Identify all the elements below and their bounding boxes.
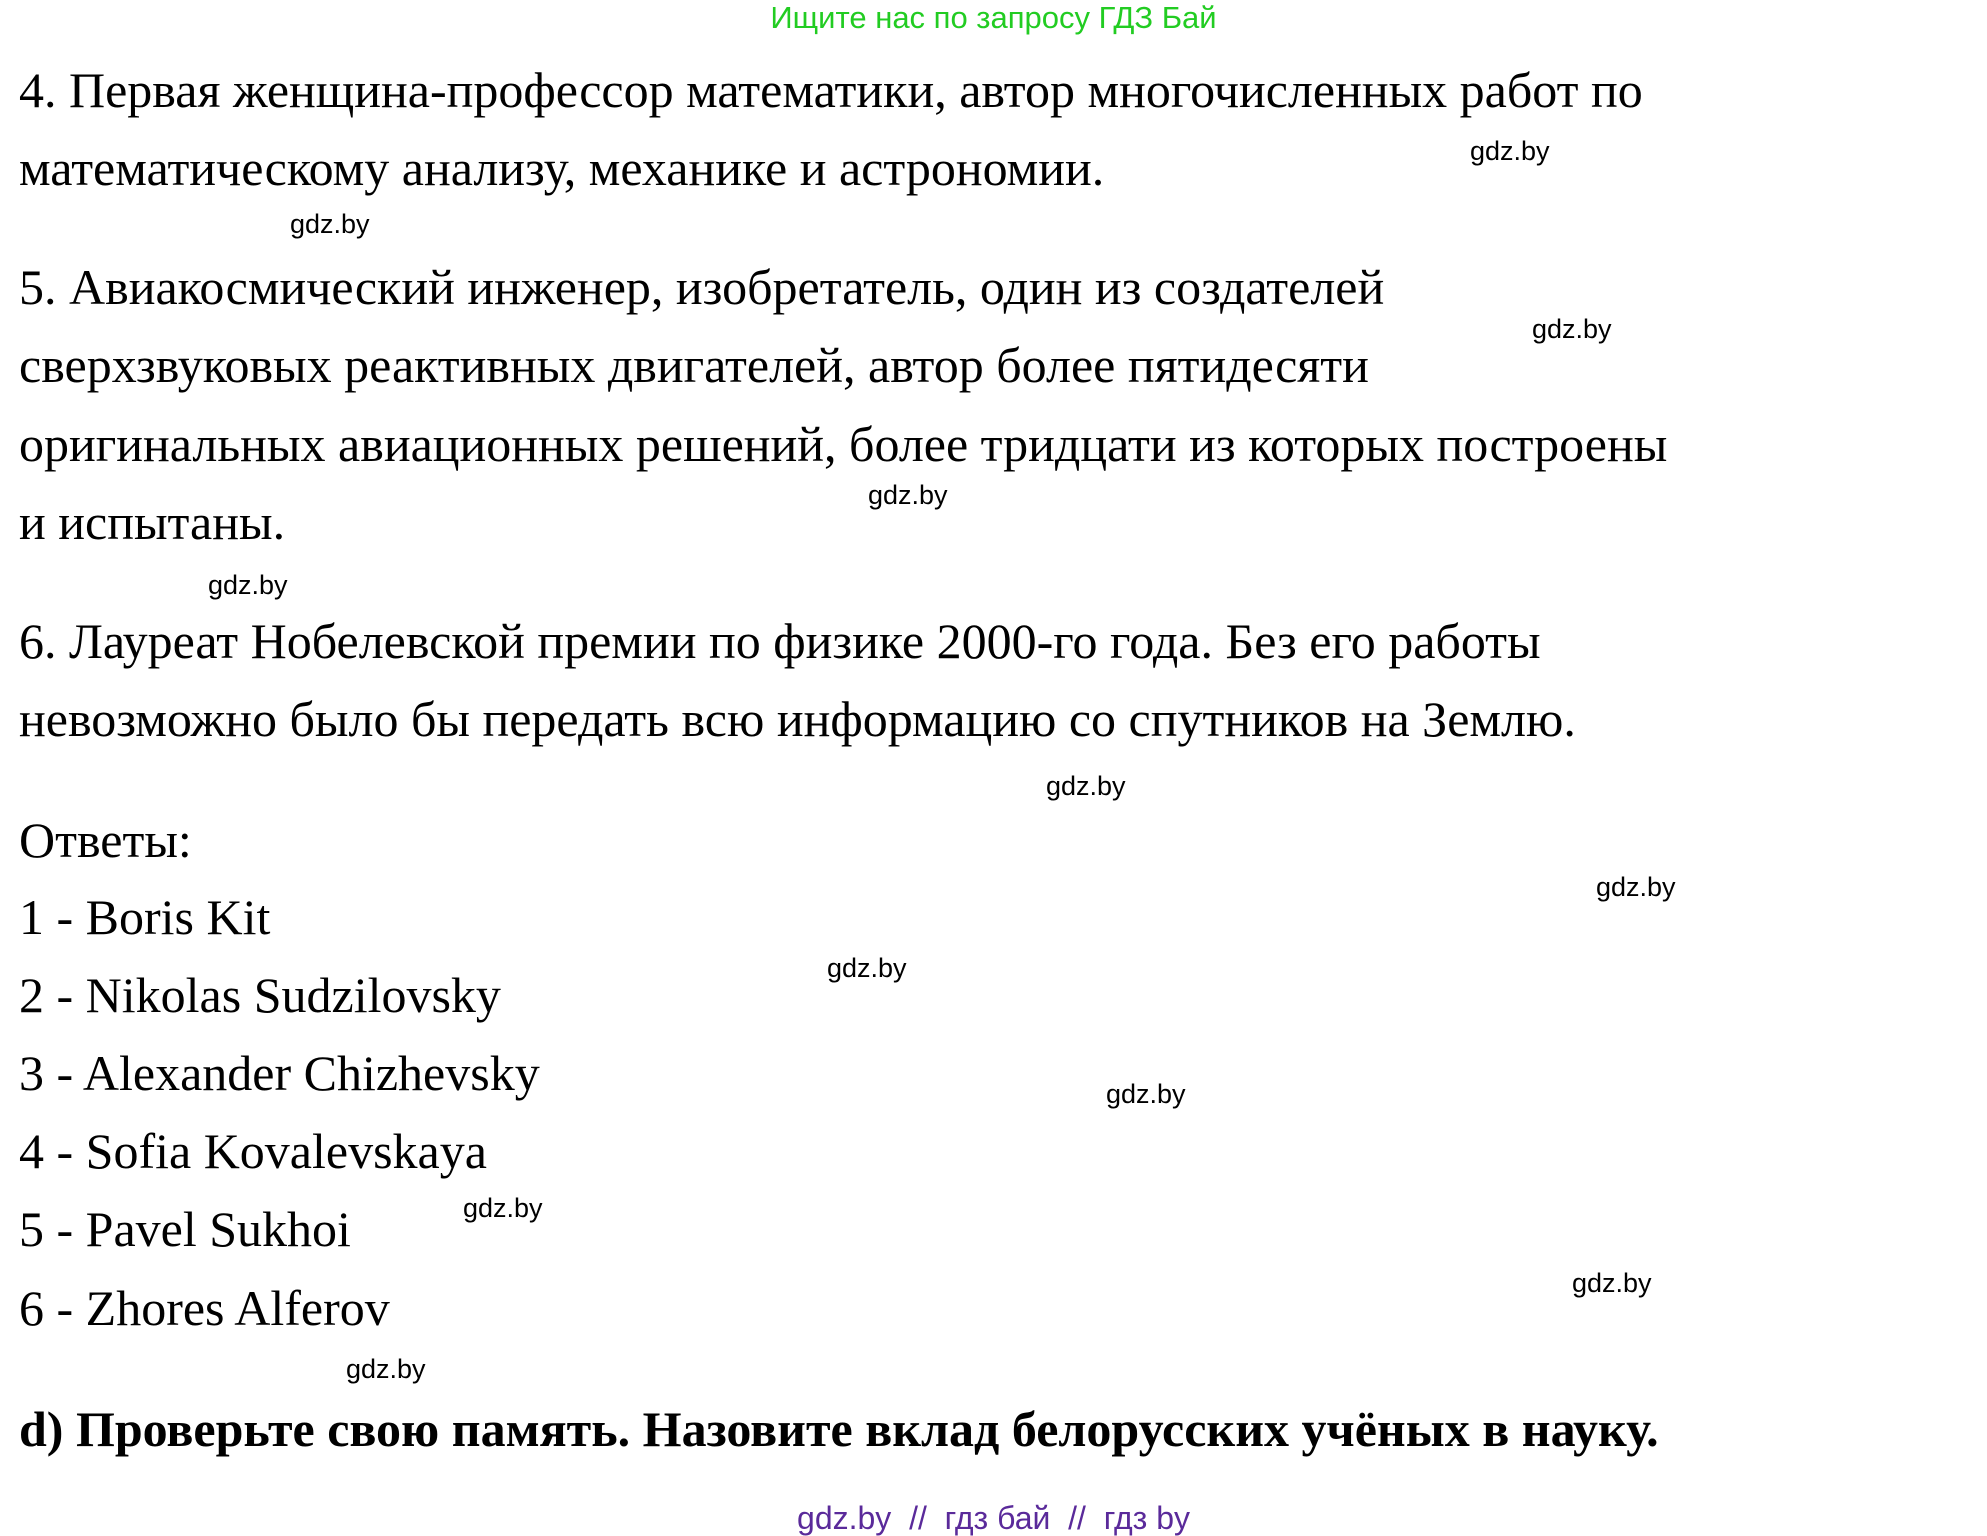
watermark: gdz.by — [1596, 872, 1676, 902]
footer-site-links: gdz.by // гдз бай // гдз by — [797, 1500, 1190, 1536]
watermark: gdz.by — [827, 953, 907, 983]
question-4-line-2: математическому анализу, механике и астрономии. — [19, 140, 1105, 196]
answer-item: 6 - Zhores Alferov — [19, 1280, 390, 1336]
answer-item: 3 - Alexander Chizhevsky — [19, 1045, 540, 1101]
answer-item: 5 - Pavel Sukhoi — [19, 1201, 351, 1257]
watermark: gdz.by — [1532, 314, 1612, 344]
question-6-line-1: 6. Лауреат Нобелевской премии по физике 2000-го года. Без его работы — [19, 613, 1541, 669]
question-5-line-3: оригинальных авиационных решений, более тридцати из которых построены — [19, 416, 1668, 472]
answer-item: 4 - Sofia Kovalevskaya — [19, 1123, 487, 1179]
watermark: gdz.by — [1106, 1079, 1186, 1109]
watermark: gdz.by — [1046, 771, 1126, 801]
question-4-line-1: 4. Первая женщина-профессор математики, автор многочисленных работ по — [19, 62, 1643, 118]
answers-title: Ответы: — [19, 812, 192, 868]
task-d-heading: d) Проверьте свою память. Назовите вклад белорусских учёных в науку. — [19, 1401, 1659, 1457]
watermark: gdz.by — [1470, 136, 1550, 166]
answer-item: 1 - Boris Kit — [19, 889, 271, 945]
watermark: gdz.by — [868, 480, 948, 510]
question-5-line-1: 5. Авиакосмический инженер, изобретатель, один из создателей — [19, 259, 1385, 315]
watermark: gdz.by — [463, 1193, 543, 1223]
question-6-line-2: невозможно было бы передать всю информацию со спутников на Землю. — [19, 691, 1576, 747]
question-5-line-4: и испытаны. — [19, 494, 286, 550]
search-hint-banner: Ищите нас по запросу ГДЗ Бай — [770, 0, 1217, 35]
question-5-line-2: сверхзвуковых реактивных двигателей, автор более пятидесяти — [19, 337, 1369, 393]
watermark: gdz.by — [1572, 1268, 1652, 1298]
watermark: gdz.by — [346, 1354, 426, 1384]
watermark: gdz.by — [208, 570, 288, 600]
answer-item: 2 - Nikolas Sudzilovsky — [19, 967, 501, 1023]
watermark: gdz.by — [290, 209, 370, 239]
